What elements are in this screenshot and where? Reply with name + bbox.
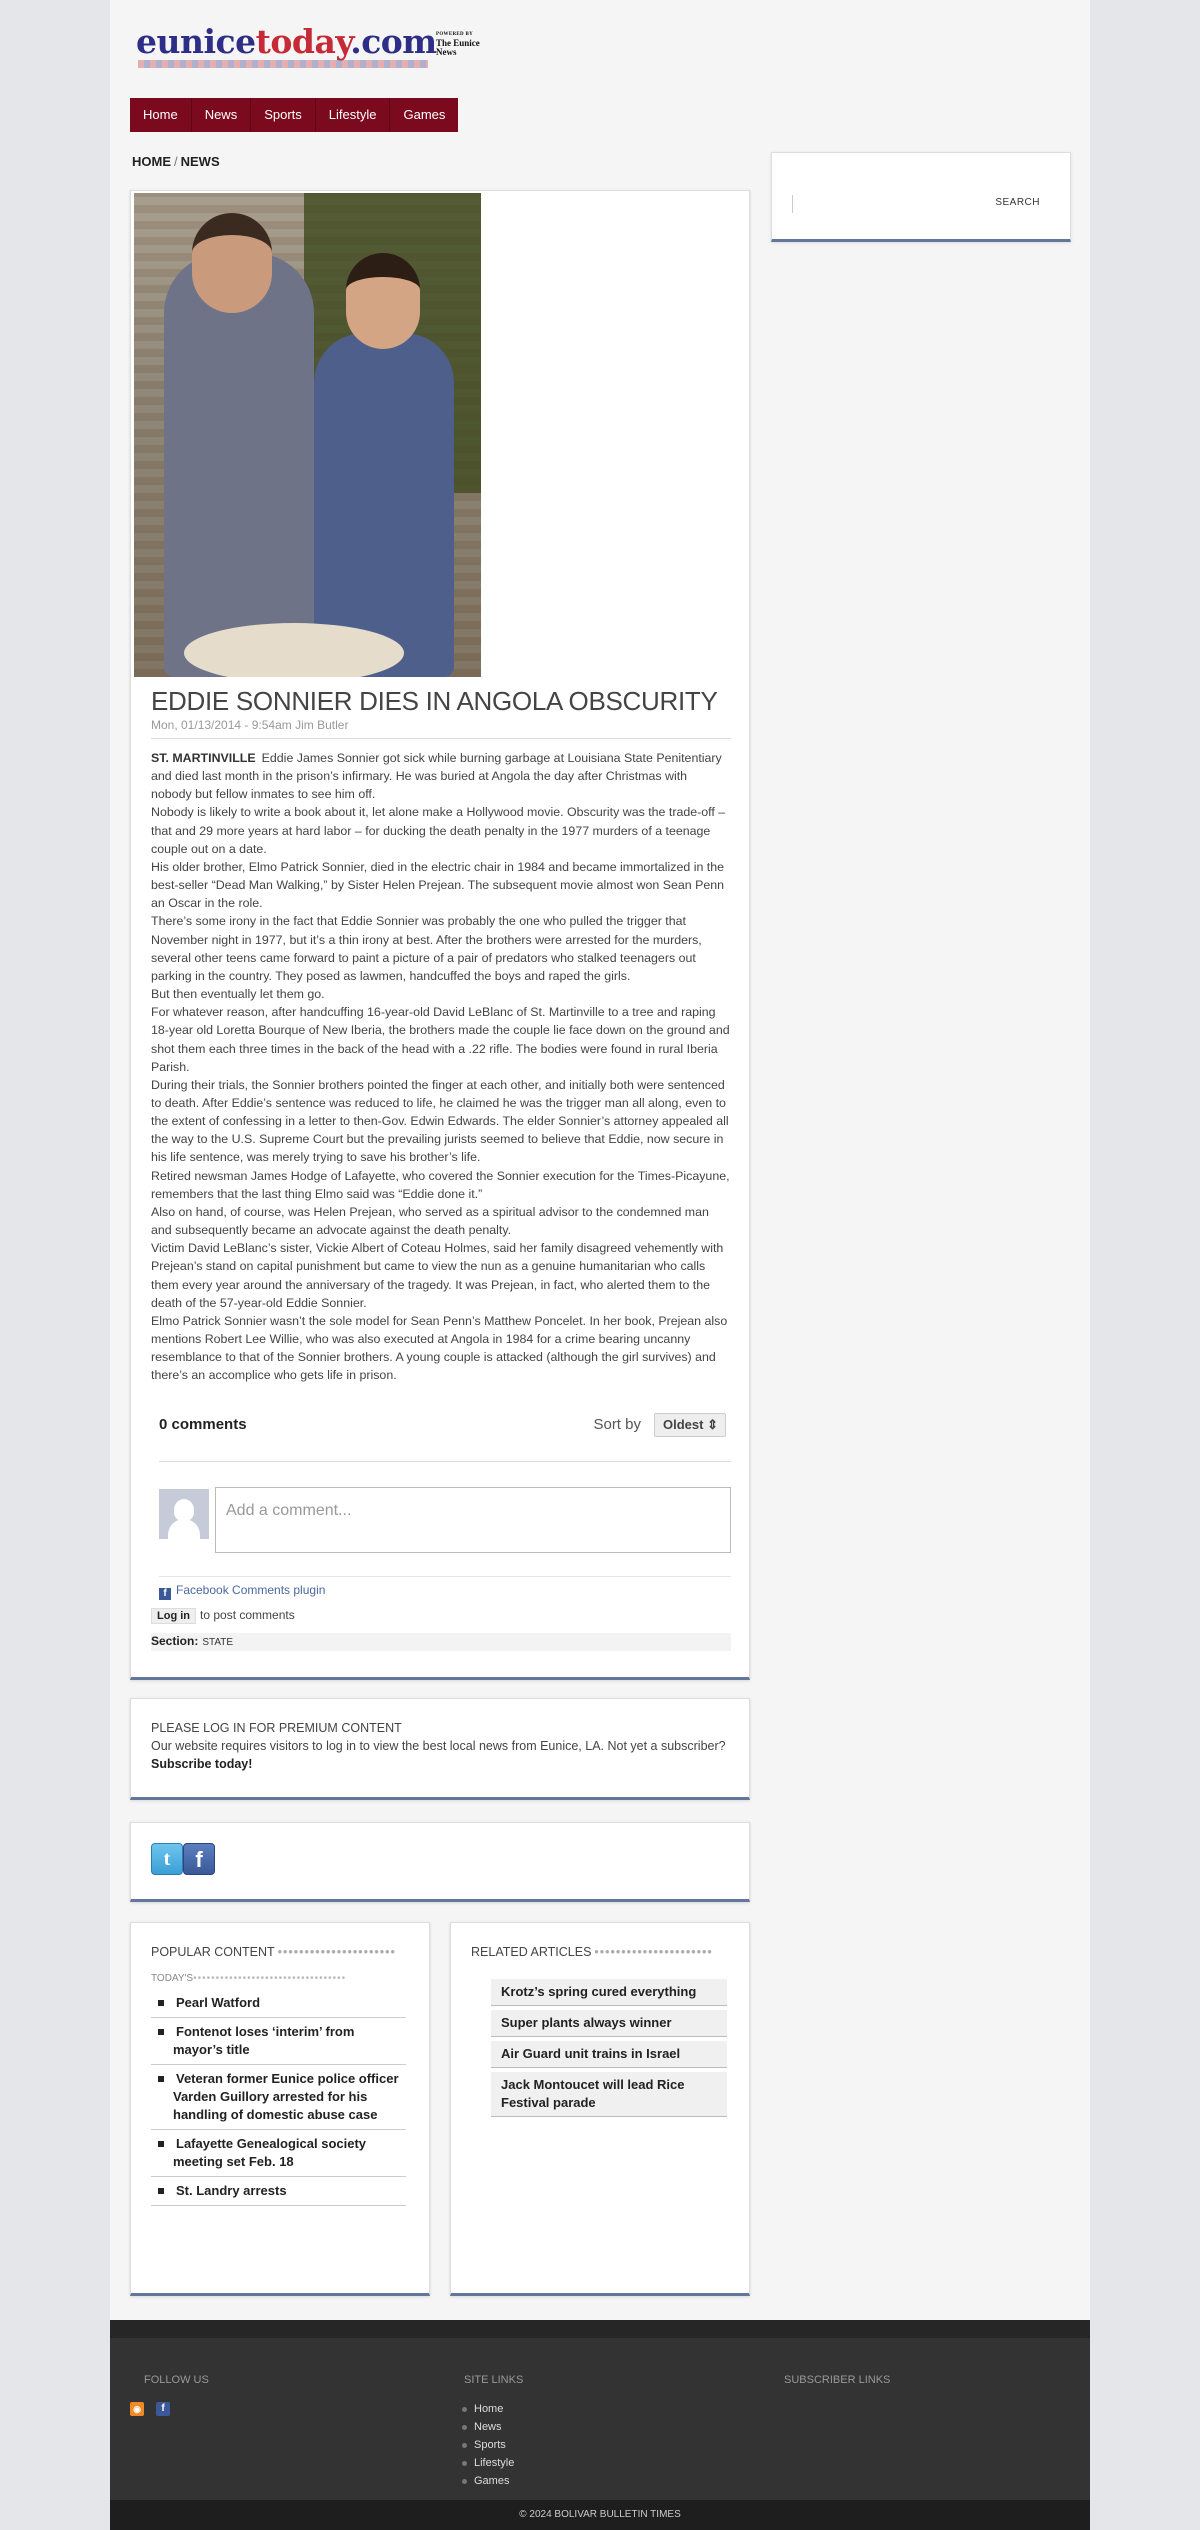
article-paragraph: Also on hand, of course, was Helen Prejean, who served as a spiritual advisor to the condemned man and subsequently became an advocate against the death penalty.	[151, 1204, 709, 1238]
footer-link-sports[interactable]: Sports	[460, 2436, 527, 2454]
nav-news[interactable]: News	[192, 98, 252, 132]
facebook-icon: f	[159, 1588, 171, 1600]
search-input[interactable]	[794, 191, 984, 217]
footer-link-games[interactable]: Games	[460, 2472, 527, 2490]
popular-list	[151, 1989, 406, 2206]
footer-follow-col	[140, 2374, 213, 2386]
article-body	[151, 749, 731, 1384]
footer-site-links-col	[460, 2374, 527, 2490]
nav-sports[interactable]: Sports	[251, 98, 316, 132]
login-row: Log in to post comments	[151, 1608, 295, 1624]
nav-lifestyle[interactable]: Lifestyle	[316, 98, 391, 132]
article-paragraph: Elmo Patrick Sonnier wasn’t the sole model for Sean Penn’s Matthew Poncelet. In her book, Prejean also mentions Robert Lee Willie, who was also executed at Angola in 1984 for a crime bearing uncanny resemblance to that of the Sonnier brothers. A young couple is attacked (although the girl survives) and there’s an accomplice who gets life in prison.	[151, 1313, 728, 1383]
page	[110, 0, 1090, 2530]
related-item[interactable]: Jack Montoucet will lead Rice Festival parade	[491, 2072, 727, 2117]
article-paragraph: Retired newsman James Hodge of Lafayette, who covered the Sonnier execution for the Times-Picayune, remembers that the last thing Elmo said was “Eddie done it.”	[151, 1168, 730, 1201]
facebook-icon[interactable]: f	[156, 2402, 170, 2416]
divider	[159, 1461, 731, 1462]
article-title: EDDIE SONNIER DIES IN ANGOLA OBSCURITY	[151, 686, 718, 716]
social-share-box	[130, 1822, 750, 1902]
nav-games[interactable]: Games	[403, 107, 446, 122]
avatar	[159, 1489, 209, 1539]
article-paragraph: Victim David LeBlanc’s sister, Vickie Albert of Coteau Holmes, said her family disagreed vehemently with Prejean’s stand on capital punishment but came to view the nun as a genuine humanitarian who calls them every year around the anniversary of the tragedy. It was Prejean, in fact, who alerted them to the death of the 57-year-old Eddie Sonnier.	[151, 1241, 724, 1310]
popular-item[interactable]: Lafayette Genealogical society meeting set Feb. 18	[151, 2130, 406, 2177]
related-articles-box	[450, 1922, 750, 2296]
divider	[151, 738, 731, 739]
popular-item[interactable]: Fontenot loses ‘interim’ from mayor’s title	[151, 2018, 406, 2065]
search-caret	[792, 195, 793, 213]
nav-home[interactable]: Home	[130, 98, 192, 132]
powered-by-badge: POWERED BY The Eunice News	[436, 32, 480, 57]
main-nav	[130, 98, 458, 132]
logo-text: eunicetoday.com	[136, 22, 437, 61]
copyright: © 2024 BOLIVAR BULLETIN TIMES	[110, 2500, 1090, 2530]
footer-link-lifestyle[interactable]: Lifestyle	[460, 2454, 527, 2472]
footer-follow-heading: FOLLOW US	[144, 2374, 209, 2386]
search-panel	[771, 152, 1071, 242]
article-photo	[134, 193, 481, 677]
related-list	[491, 1979, 727, 2121]
premium-notice	[130, 1698, 750, 1800]
premium-login-link[interactable]: log in	[326, 1739, 356, 1753]
popular-item[interactable]: Pearl Watford	[151, 1989, 406, 2018]
footer-subscriber-col	[780, 2374, 894, 2386]
subscribe-link[interactable]: Subscribe today!	[151, 1757, 253, 1771]
section-tag[interactable]: STATE	[202, 1637, 234, 1648]
rss-icon[interactable]: ◉	[130, 2402, 144, 2416]
footer-site-links-heading: SITE LINKS	[464, 2374, 524, 2386]
login-button[interactable]: Log in	[151, 1608, 196, 1624]
article-paragraph: During their trials, the Sonnier brothers pointed the finger at each other, and initially both were sentenced to death. After Eddie’s sentence was reduced to life, he claimed he was the trigger man all along, even to the extent of confessing in a letter to then-Gov. Edwin Edwards. The elder Sonnier’s attorney appealed all the way to the U.S. Supreme Court but the prevailing jurists seemed to believe that Eddie, now secure in his life sentence, was merely trying to save his brother’s life.	[151, 1077, 729, 1165]
sort-select[interactable]: Oldest ⇕	[654, 1413, 726, 1437]
popular-item[interactable]: Veteran former Eunice police officer Varden Guillory arrested for his handling of domestic abuse case	[151, 2065, 406, 2130]
article-paragraph: ST. MARTINVILLE Eddie James Sonnier got sick while burning garbage at Louisiana State Penitentiary and died last month in the prison’s infirmary. He was buried at Angola the day after Christmas with nobody but fellow inmates to see him off.	[151, 751, 722, 802]
section-row: Section: STATE	[151, 1633, 731, 1651]
footer-subscriber-heading: SUBSCRIBER LINKS	[784, 2374, 891, 2386]
footer-link-home[interactable]: Home	[460, 2400, 527, 2418]
premium-heading: PLEASE LOG IN FOR PREMIUM CONTENT	[151, 1721, 402, 1735]
logo-stripes	[138, 60, 428, 68]
breadcrumb-home[interactable]: HOME	[132, 154, 171, 169]
breadcrumb-news[interactable]: NEWS	[180, 154, 220, 169]
dateline: ST. MARTINVILLE	[151, 751, 256, 765]
facebook-comments-plugin-link[interactable]: f Facebook Comments plugin	[159, 1583, 325, 1600]
todays-label: TODAY'S••••••••••••••••••••••••••••••••••	[151, 1973, 347, 1984]
twitter-icon[interactable]: t	[151, 1843, 183, 1875]
comment-input[interactable]: Add a comment...	[215, 1487, 731, 1553]
premium-text: Our website requires visitors to log in to view the best local news from Eunice, LA. Not yet a subscriber? Subscribe today!	[151, 1739, 726, 1771]
site-logo[interactable]	[136, 22, 437, 68]
footer	[110, 2320, 1090, 2500]
footer-links	[460, 2400, 527, 2490]
related-item[interactable]: Air Guard unit trains in Israel	[491, 2041, 727, 2068]
article-paragraph: His older brother, Elmo Patrick Sonnier, died in the electric chair in 1984 and became immortalized in the best-seller “Dead Man Walking,” by Sister Helen Prejean. The subsequent movie almost won Sean Penn an Oscar in the role.	[151, 859, 725, 911]
breadcrumb: HOME / NEWS	[132, 154, 220, 169]
sort-label: Sort by	[593, 1416, 641, 1433]
popular-content-box	[130, 1922, 430, 2296]
facebook-icon[interactable]: f	[183, 1843, 215, 1875]
divider	[159, 1576, 731, 1577]
article-paragraph: Nobody is likely to write a book about it, let alone make a Hollywood movie. Obscurity was the trade-off – that and 29 more years at hard labor – for ducking the death penalty in the 1977 murders of a teenage couple out on a date.	[151, 805, 726, 856]
popular-title: POPULAR CONTENT ••••••••••••••••••••••	[151, 1945, 396, 1959]
article-meta: Mon, 01/13/2014 - 9:54am Jim Butler	[151, 718, 349, 732]
footer-link-news[interactable]: News	[460, 2418, 527, 2436]
article-paragraph: There’s some irony in the fact that Eddie Sonnier was probably the one who pulled the trigger that November night in 1977, but it’s a thin irony at best. After the brothers were arrested for the murders, several other teens came forward to paint a picture of a pair of predators who stalked teenagers out parking in the country. They posed as lawmen, handcuffed the boys and raped the girls.	[151, 914, 702, 983]
comments-header	[159, 1411, 731, 1439]
related-item[interactable]: Krotz’s spring cured everything	[491, 1979, 727, 2006]
popular-item[interactable]: St. Landry arrests	[151, 2177, 406, 2206]
related-title: RELATED ARTICLES ••••••••••••••••••••••	[471, 1945, 713, 1959]
article-paragraph: For whatever reason, after handcuffing 16-year-old David LeBlanc of St. Martinville to a tree and raping 18-year old Loretta Bourque of New Iberia, the brothers made the couple lie face down on the ground and shot them each three times in the back of the head with a .22 rifle. The bodies were found in rural Iberia Parish.	[151, 1005, 730, 1074]
search-button[interactable]: SEARCH	[995, 197, 1040, 208]
comments-count: 0 comments	[159, 1416, 247, 1433]
related-item[interactable]: Super plants always winner	[491, 2010, 727, 2037]
article-paragraph: But then eventually let them go.	[151, 987, 325, 1002]
article-card	[130, 190, 750, 1680]
